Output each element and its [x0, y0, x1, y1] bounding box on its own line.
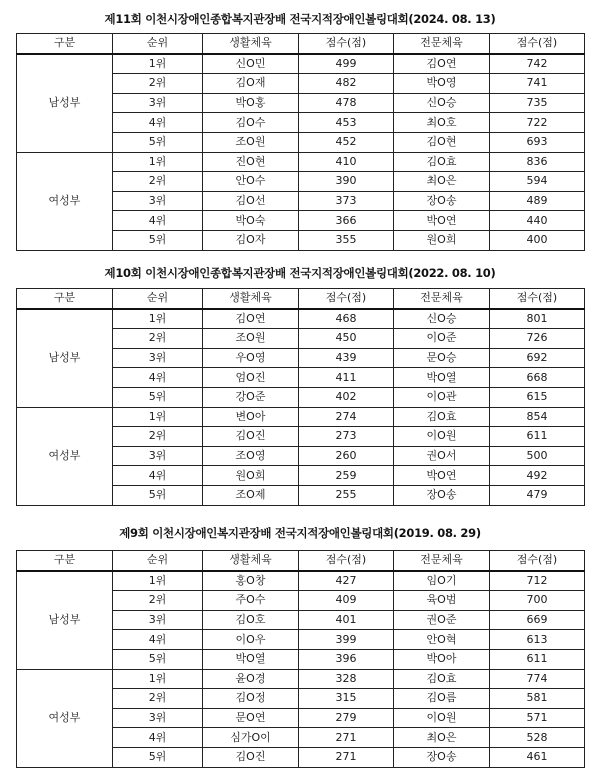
- life-score-cell: 396: [299, 649, 394, 669]
- elite-score-cell: 479: [490, 485, 585, 505]
- rank-cell: 3위: [113, 348, 203, 368]
- life-name-cell: 박O홍: [203, 93, 299, 113]
- elite-name-cell: 최O은: [394, 172, 490, 192]
- elite-score-cell: 692: [490, 348, 585, 368]
- rank-cell: 3위: [113, 191, 203, 211]
- life-name-cell: 김O수: [203, 113, 299, 133]
- elite-score-cell: 735: [490, 93, 585, 113]
- life-score-cell: 260: [299, 446, 394, 466]
- section-9th: [16, 516, 584, 768]
- division-label: 여성부: [17, 669, 113, 767]
- life-score-cell: 482: [299, 74, 394, 94]
- results-table: [16, 288, 585, 506]
- elite-score-cell: 611: [490, 427, 585, 447]
- header-elite-score: 점수(점): [490, 289, 585, 309]
- section-10th: [16, 258, 584, 506]
- group-women: [17, 669, 585, 767]
- rank-cell: 4위: [113, 728, 203, 748]
- header-division: 구분: [17, 289, 113, 309]
- group-women: [17, 152, 585, 250]
- life-score-cell: 279: [299, 708, 394, 728]
- life-score-cell: 411: [299, 368, 394, 388]
- life-name-cell: 김O자: [203, 230, 299, 250]
- elite-score-cell: 669: [490, 610, 585, 630]
- rank-cell: 5위: [113, 230, 203, 250]
- rank-cell: 4위: [113, 113, 203, 133]
- elite-name-cell: 박O열: [394, 368, 490, 388]
- life-score-cell: 273: [299, 427, 394, 447]
- life-name-cell: 김O재: [203, 74, 299, 94]
- elite-name-cell: 김O현: [394, 132, 490, 152]
- elite-name-cell: 장O송: [394, 747, 490, 767]
- header-life-sports: 생활체육: [203, 34, 299, 54]
- elite-score-cell: 693: [490, 132, 585, 152]
- section-title: 제9회 이천시장애인복지관장배 전국지적장애인볼링대회(2019. 08. 29): [119, 526, 481, 540]
- life-name-cell: 변O아: [203, 407, 299, 427]
- header-division: 구분: [17, 34, 113, 54]
- life-name-cell: 박O숙: [203, 211, 299, 231]
- life-score-cell: 453: [299, 113, 394, 133]
- division-label: 남성부: [17, 571, 113, 669]
- life-name-cell: 우O영: [203, 348, 299, 368]
- rank-cell: 3위: [113, 708, 203, 728]
- rank-cell: 5위: [113, 747, 203, 767]
- life-name-cell: 김O선: [203, 191, 299, 211]
- life-score-cell: 439: [299, 348, 394, 368]
- life-score-cell: 399: [299, 630, 394, 650]
- elite-score-cell: 836: [490, 152, 585, 172]
- life-score-cell: 274: [299, 407, 394, 427]
- header-elite-score: 점수(점): [490, 34, 585, 54]
- rank-cell: 3위: [113, 93, 203, 113]
- life-name-cell: 조O제: [203, 485, 299, 505]
- group-women: [17, 407, 585, 505]
- rank-cell: 2위: [113, 329, 203, 349]
- elite-name-cell: 신O승: [394, 309, 490, 329]
- section-title: 제11회 이천시장애인종합복지관장배 전국지적장애인볼링대회(2024. 08. 13): [104, 12, 496, 26]
- life-name-cell: 문O연: [203, 708, 299, 728]
- header-row: [17, 34, 585, 54]
- results-table: [16, 550, 585, 768]
- division-label: 여성부: [17, 407, 113, 505]
- table-row: [17, 407, 585, 427]
- rank-cell: 5위: [113, 387, 203, 407]
- header-elite-score: 점수(점): [490, 551, 585, 571]
- elite-name-cell: 김O효: [394, 152, 490, 172]
- elite-score-cell: 400: [490, 230, 585, 250]
- life-name-cell: 박O열: [203, 649, 299, 669]
- life-name-cell: 이O우: [203, 630, 299, 650]
- rank-cell: 4위: [113, 466, 203, 486]
- elite-score-cell: 700: [490, 591, 585, 611]
- life-score-cell: 373: [299, 191, 394, 211]
- life-score-cell: 255: [299, 485, 394, 505]
- elite-score-cell: 500: [490, 446, 585, 466]
- rank-cell: 1위: [113, 152, 203, 172]
- table-row: [17, 309, 585, 329]
- life-score-cell: 452: [299, 132, 394, 152]
- life-name-cell: 심가O이: [203, 728, 299, 748]
- life-score-cell: 427: [299, 571, 394, 591]
- elite-name-cell: 문O승: [394, 348, 490, 368]
- group-men: [17, 571, 585, 669]
- rank-cell: 5위: [113, 132, 203, 152]
- elite-name-cell: 최O은: [394, 728, 490, 748]
- section-title: 제10회 이천시장애인종합복지관장배 전국지적장애인볼링대회(2022. 08. 10): [104, 266, 496, 280]
- header-life-score: 점수(점): [299, 551, 394, 571]
- group-men: [17, 309, 585, 407]
- life-name-cell: 김O호: [203, 610, 299, 630]
- rank-cell: 2위: [113, 591, 203, 611]
- life-score-cell: 468: [299, 309, 394, 329]
- elite-name-cell: 권O준: [394, 610, 490, 630]
- elite-score-cell: 581: [490, 689, 585, 709]
- rank-cell: 5위: [113, 485, 203, 505]
- elite-name-cell: 최O호: [394, 113, 490, 133]
- results-table: [16, 33, 585, 251]
- rank-cell: 2위: [113, 427, 203, 447]
- elite-score-cell: 492: [490, 466, 585, 486]
- life-score-cell: 402: [299, 387, 394, 407]
- header-life-score: 점수(점): [299, 289, 394, 309]
- rank-cell: 3위: [113, 610, 203, 630]
- life-score-cell: 478: [299, 93, 394, 113]
- elite-name-cell: 이O관: [394, 387, 490, 407]
- division-label: 여성부: [17, 152, 113, 250]
- table-row: [17, 571, 585, 591]
- elite-name-cell: 박O연: [394, 211, 490, 231]
- header-elite-sports: 전문체육: [394, 34, 490, 54]
- elite-name-cell: 이O원: [394, 427, 490, 447]
- elite-name-cell: 김O연: [394, 54, 490, 74]
- header-rank: 순위: [113, 551, 203, 571]
- life-score-cell: 271: [299, 728, 394, 748]
- elite-name-cell: 육O범: [394, 591, 490, 611]
- elite-score-cell: 854: [490, 407, 585, 427]
- life-name-cell: 홍O창: [203, 571, 299, 591]
- elite-name-cell: 박O아: [394, 649, 490, 669]
- elite-score-cell: 461: [490, 747, 585, 767]
- life-score-cell: 315: [299, 689, 394, 709]
- life-name-cell: 김O연: [203, 309, 299, 329]
- life-score-cell: 450: [299, 329, 394, 349]
- elite-score-cell: 440: [490, 211, 585, 231]
- life-name-cell: 안O수: [203, 172, 299, 192]
- rank-cell: 1위: [113, 407, 203, 427]
- life-name-cell: 김O진: [203, 427, 299, 447]
- elite-score-cell: 528: [490, 728, 585, 748]
- elite-name-cell: 김O름: [394, 689, 490, 709]
- rank-cell: 4위: [113, 630, 203, 650]
- header-division: 구분: [17, 551, 113, 571]
- table-row: [17, 152, 585, 172]
- elite-name-cell: 장O송: [394, 485, 490, 505]
- elite-score-cell: 613: [490, 630, 585, 650]
- elite-score-cell: 611: [490, 649, 585, 669]
- life-score-cell: 355: [299, 230, 394, 250]
- rank-cell: 1위: [113, 669, 203, 689]
- table-row: [17, 669, 585, 689]
- life-score-cell: 271: [299, 747, 394, 767]
- elite-name-cell: 임O기: [394, 571, 490, 591]
- rank-cell: 1위: [113, 309, 203, 329]
- division-label: 남성부: [17, 54, 113, 152]
- life-name-cell: 김O진: [203, 747, 299, 767]
- elite-name-cell: 박O영: [394, 74, 490, 94]
- elite-score-cell: 726: [490, 329, 585, 349]
- division-label: 남성부: [17, 309, 113, 407]
- elite-name-cell: 장O송: [394, 191, 490, 211]
- rank-cell: 2위: [113, 74, 203, 94]
- elite-score-cell: 489: [490, 191, 585, 211]
- life-name-cell: 윤O경: [203, 669, 299, 689]
- elite-score-cell: 742: [490, 54, 585, 74]
- group-men: [17, 54, 585, 152]
- elite-score-cell: 774: [490, 669, 585, 689]
- elite-name-cell: 김O효: [394, 669, 490, 689]
- header-elite-sports: 전문체육: [394, 289, 490, 309]
- elite-score-cell: 712: [490, 571, 585, 591]
- elite-name-cell: 안O혁: [394, 630, 490, 650]
- table-row: [17, 54, 585, 74]
- life-score-cell: 259: [299, 466, 394, 486]
- life-name-cell: 김O정: [203, 689, 299, 709]
- elite-score-cell: 594: [490, 172, 585, 192]
- elite-name-cell: 박O연: [394, 466, 490, 486]
- header-life-sports: 생활체육: [203, 289, 299, 309]
- elite-score-cell: 722: [490, 113, 585, 133]
- header-life-score: 점수(점): [299, 34, 394, 54]
- life-name-cell: 신O민: [203, 54, 299, 74]
- life-name-cell: 엄O진: [203, 368, 299, 388]
- elite-name-cell: 이O준: [394, 329, 490, 349]
- header-rank: 순위: [113, 34, 203, 54]
- header-row: [17, 551, 585, 571]
- life-score-cell: 401: [299, 610, 394, 630]
- elite-name-cell: 원O희: [394, 230, 490, 250]
- section-11th: [16, 6, 584, 251]
- header-rank: 순위: [113, 289, 203, 309]
- elite-score-cell: 615: [490, 387, 585, 407]
- elite-name-cell: 신O승: [394, 93, 490, 113]
- rank-cell: 3위: [113, 446, 203, 466]
- header-life-sports: 생활체육: [203, 551, 299, 571]
- elite-name-cell: 이O원: [394, 708, 490, 728]
- life-name-cell: 진O현: [203, 152, 299, 172]
- rank-cell: 5위: [113, 649, 203, 669]
- rank-cell: 2위: [113, 172, 203, 192]
- rank-cell: 4위: [113, 211, 203, 231]
- life-name-cell: 주O수: [203, 591, 299, 611]
- life-score-cell: 366: [299, 211, 394, 231]
- life-name-cell: 조O영: [203, 446, 299, 466]
- rank-cell: 4위: [113, 368, 203, 388]
- header-row: [17, 289, 585, 309]
- elite-score-cell: 571: [490, 708, 585, 728]
- life-name-cell: 조O원: [203, 329, 299, 349]
- elite-name-cell: 권O서: [394, 446, 490, 466]
- rank-cell: 1위: [113, 54, 203, 74]
- life-name-cell: 원O희: [203, 466, 299, 486]
- rank-cell: 1위: [113, 571, 203, 591]
- life-score-cell: 409: [299, 591, 394, 611]
- life-score-cell: 410: [299, 152, 394, 172]
- header-elite-sports: 전문체육: [394, 551, 490, 571]
- life-name-cell: 강O준: [203, 387, 299, 407]
- life-name-cell: 조O원: [203, 132, 299, 152]
- rank-cell: 2위: [113, 689, 203, 709]
- elite-score-cell: 668: [490, 368, 585, 388]
- life-score-cell: 499: [299, 54, 394, 74]
- life-score-cell: 328: [299, 669, 394, 689]
- elite-score-cell: 801: [490, 309, 585, 329]
- elite-name-cell: 김O효: [394, 407, 490, 427]
- life-score-cell: 390: [299, 172, 394, 192]
- elite-score-cell: 741: [490, 74, 585, 94]
